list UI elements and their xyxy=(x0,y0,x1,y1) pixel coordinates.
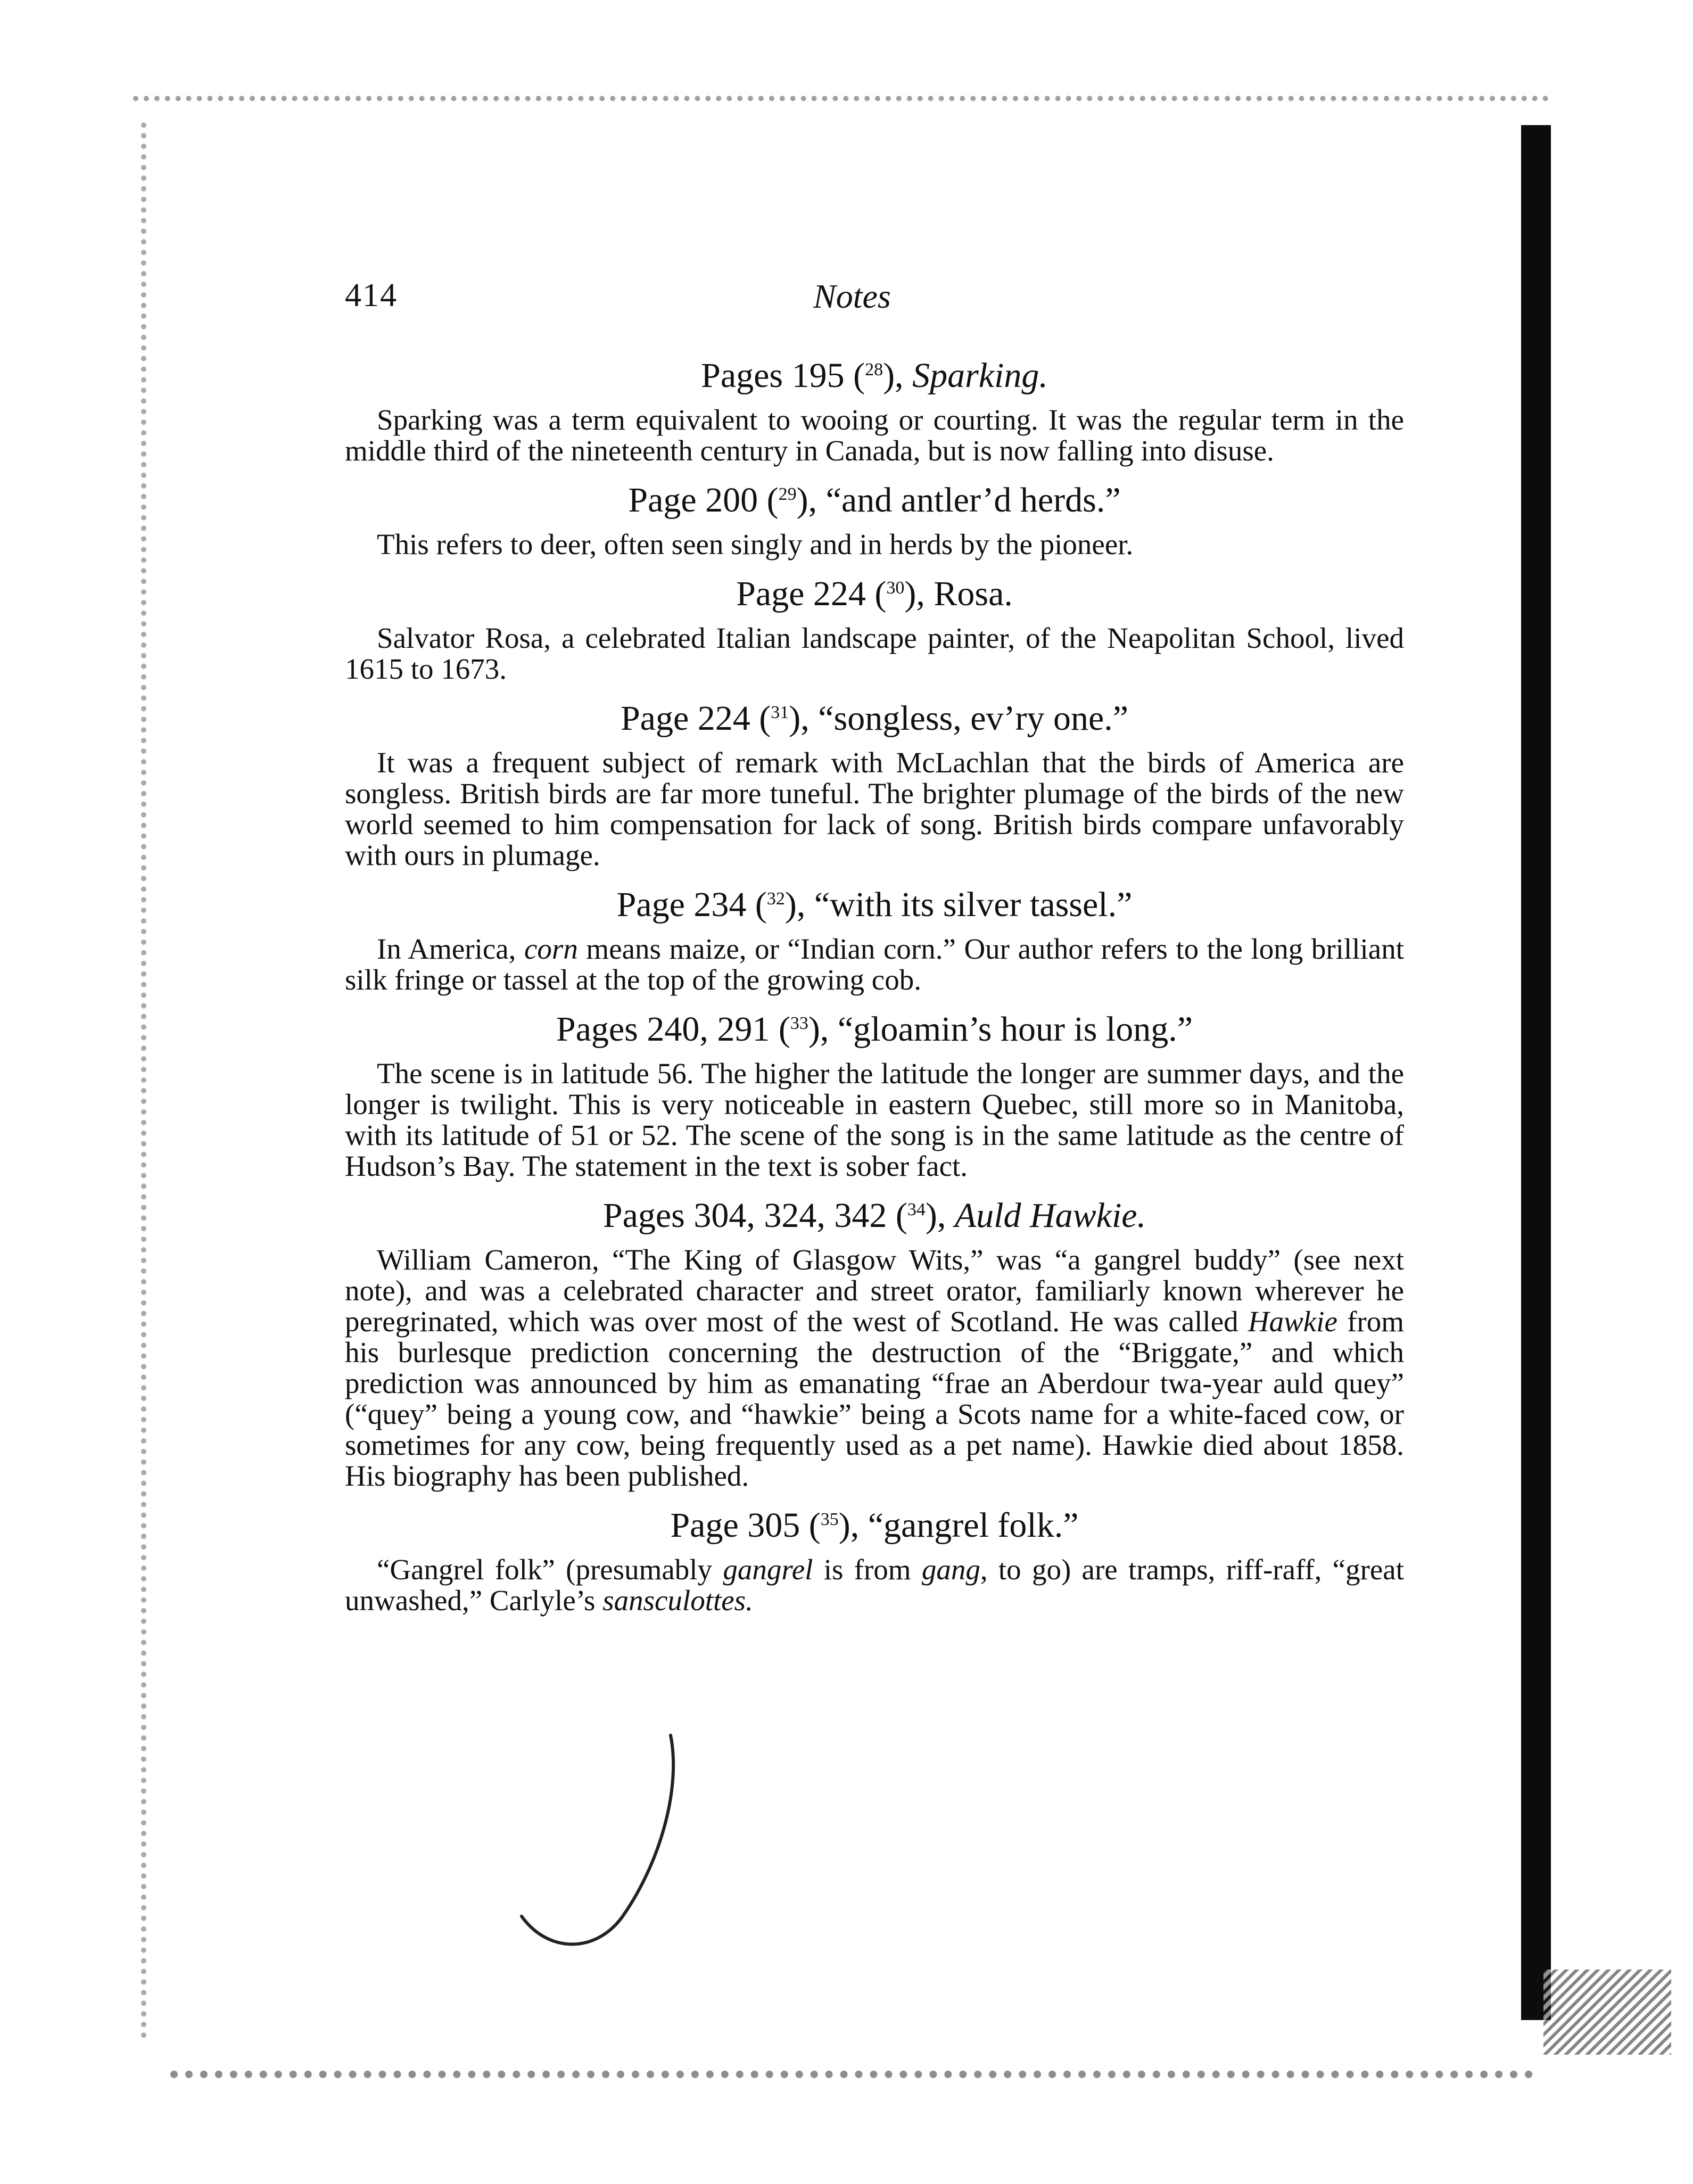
note-body xyxy=(345,529,1404,560)
scan-edge-left xyxy=(141,122,153,2039)
note-text: William Cameron, “The King of Glasgow Wits,” was “a gangrel buddy” (see next note), and was a celebrated character and street orator, familiarly known wherever he peregrinated, which was over most of the west of Scotland. He was called xyxy=(345,1243,1404,1338)
heading-suffix: ), xyxy=(838,1506,868,1545)
heading-label: Rosa. xyxy=(934,574,1013,613)
note-text: , to go) are tramps, riff-raff, “great unwashed,” Carlyle’s xyxy=(345,1553,1404,1617)
heading-label: “gangrel folk.” xyxy=(868,1506,1079,1545)
heading-suffix: ), xyxy=(904,574,934,613)
heading-suffix: ), xyxy=(789,699,819,738)
note-text: Salvator Rosa, a celebrated Italian landscape painter, of the Neapolitan School, lived 1615 to 1673. xyxy=(345,622,1404,685)
note-heading xyxy=(345,1005,1404,1054)
heading-prefix: Pages 304, 324, 342 ( xyxy=(602,1196,907,1235)
notes-column xyxy=(345,351,1404,1626)
note-ref: 33 xyxy=(790,1013,808,1033)
note-body xyxy=(345,1554,1404,1616)
note-ref: 31 xyxy=(771,703,789,722)
heading-label: “with its silver tassel.” xyxy=(814,885,1133,924)
heading-prefix: Page 234 ( xyxy=(616,885,767,924)
note-heading xyxy=(345,476,1404,525)
heading-prefix: Page 200 ( xyxy=(628,481,779,520)
note-heading xyxy=(345,694,1404,743)
scan-edge-top xyxy=(133,96,1549,122)
heading-suffix: ), xyxy=(808,1010,838,1049)
running-head xyxy=(345,277,1404,325)
note-emphasis: gangrel xyxy=(723,1553,813,1586)
note-body xyxy=(345,934,1404,995)
heading-suffix: ), xyxy=(925,1196,955,1235)
note-text: “Gangrel folk” (presumably xyxy=(377,1553,723,1586)
note-heading xyxy=(345,1501,1404,1550)
heading-prefix: Pages 195 ( xyxy=(701,356,865,395)
note-body xyxy=(345,747,1404,871)
note-emphasis: gang xyxy=(921,1553,980,1586)
note-ref: 30 xyxy=(886,578,905,598)
note-ref: 32 xyxy=(766,889,785,909)
page-number: 414 xyxy=(345,277,398,314)
note-heading xyxy=(345,570,1404,619)
note-ref: 29 xyxy=(778,484,797,504)
note-emphasis: corn xyxy=(524,933,578,965)
note-body xyxy=(345,1245,1404,1491)
note-ref: 35 xyxy=(820,1510,839,1529)
note-ref: 28 xyxy=(865,360,883,380)
note-heading xyxy=(345,1191,1404,1240)
note-text: means maize, or “Indian corn.” Our author refers to the long brilliant silk fringe or tassel at the top of the growing cob. xyxy=(345,933,1404,996)
heading-prefix: Page 305 ( xyxy=(670,1506,821,1545)
heading-suffix: ), xyxy=(796,481,826,520)
note-text: Sparking was a term equivalent to wooing or courting. It was the regular term in the middle third of the nineteenth century in Canada, but is now falling into disuse. xyxy=(345,403,1404,467)
heading-suffix: ), xyxy=(784,885,814,924)
note-text: In America, xyxy=(377,933,525,965)
note-body xyxy=(345,405,1404,466)
note-body xyxy=(345,623,1404,685)
pencil-mark xyxy=(500,1725,798,1969)
heading-label: “and antler’d herds.” xyxy=(825,481,1121,520)
note-heading xyxy=(345,880,1404,929)
heading-prefix: Page 224 ( xyxy=(736,574,887,613)
note-body xyxy=(345,1058,1404,1182)
scan-binding-shadow xyxy=(1521,125,1551,2020)
heading-label: Sparking. xyxy=(912,356,1048,395)
heading-prefix: Pages 240, 291 ( xyxy=(556,1010,790,1049)
note-text: from his burlesque prediction concerning the destruction of the “Briggate,” and which prediction was announced by him as emanating “frae an Aberdour twa-year auld quey” (“quey” being a young cow, and “hawkie” being a Scots name for a white-faced cow, or sometimes for any cow, being frequently used as a pet name). Hawkie died about 1858. His biography has been published. xyxy=(345,1305,1404,1492)
note-emphasis: Hawkie xyxy=(1248,1305,1337,1338)
note-emphasis: sansculottes. xyxy=(602,1584,753,1617)
heading-label: “songless, ev’ry one.” xyxy=(818,699,1129,738)
scan-corner-noise xyxy=(1543,1969,1671,2055)
note-heading xyxy=(345,351,1404,400)
note-ref: 34 xyxy=(907,1200,926,1219)
running-title: Notes xyxy=(813,277,891,315)
note-text: It was a frequent subject of remark with McLachlan that the birds of America are songless. British birds are far more tuneful. The brighter plumage of the birds of the new world seemed to him compensation for lack of song. British birds compare unfavorably with ours in plumage. xyxy=(345,746,1404,871)
heading-suffix: ), xyxy=(883,356,913,395)
heading-label: Auld Hawkie. xyxy=(954,1196,1146,1235)
heading-prefix: Page 224 ( xyxy=(620,699,771,738)
scan-edge-bottom xyxy=(170,2049,1533,2078)
note-text: This refers to deer, often seen singly and in herds by the pioneer. xyxy=(377,528,1134,561)
heading-label: “gloamin’s hour is long.” xyxy=(837,1010,1193,1049)
note-text: is from xyxy=(813,1553,922,1586)
note-text: The scene is in latitude 56. The higher the latitude the longer are summer days, and the longer is twilight. This is very noticeable in eastern Quebec, still more so in Manitoba, with its latitude of 51 or 52. The scene of the song is in the same latitude as the centre of Hudson’s Bay. The statement in the text is sober fact. xyxy=(345,1057,1404,1182)
